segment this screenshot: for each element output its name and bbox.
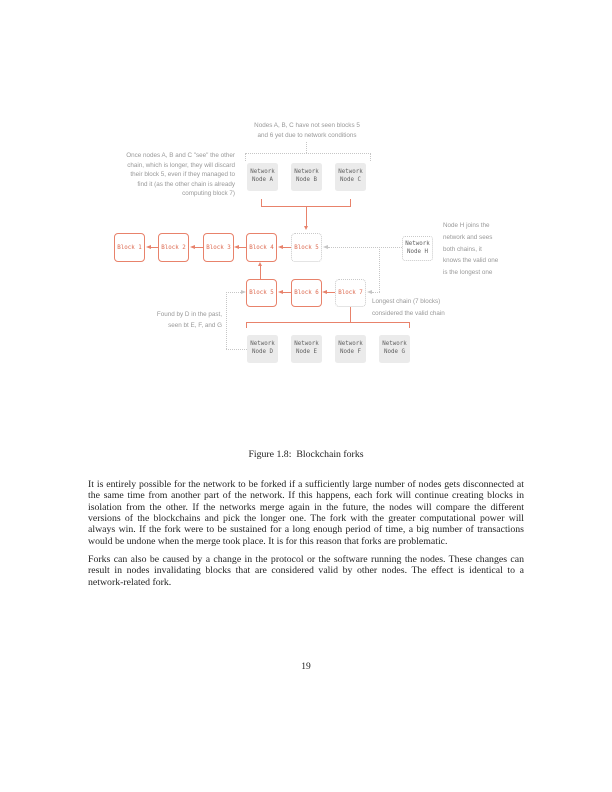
figure-caption: Figure 1.8: Blockchain forks — [248, 449, 364, 460]
annotation-longest-chain-line: Longest chain (7 blocks) — [372, 298, 441, 305]
fork-block-7: Block 7 — [335, 279, 366, 307]
annotation-node-h-line: is the longest one — [443, 269, 493, 277]
block-4: Block 4 — [246, 233, 277, 262]
network-node-f: Network Node F — [335, 335, 366, 363]
chain-connector — [195, 247, 203, 248]
annotation-node-h-line: network and sees — [443, 233, 493, 241]
block-2: Block 2 — [158, 233, 189, 262]
body-paragraph-2: Forks can also be caused by a change in the protocol or the software running the nodes. These changes can result in nodes invalidating blocks that are considered valid by other nodes. The effect is identical to a network-related fork. — [88, 554, 524, 588]
annotation-found — [118, 310, 222, 331]
page-number: 19 — [301, 662, 311, 672]
dotted-arrow-right-icon — [241, 290, 246, 294]
chain-connector — [327, 292, 335, 293]
block-1: Block 1 — [114, 233, 145, 262]
annotation-top-line: Nodes A, B, C have not seen blocks 5 — [254, 122, 360, 129]
dotted-connector — [379, 247, 380, 292]
network-node-d: Network Node D — [247, 335, 278, 363]
annotation-left-line: Once nodes A, B and C "see" the other — [126, 152, 235, 159]
chain-connector — [239, 247, 246, 248]
body-paragraph-1: It is entirely possible for the network to be forked if a sufficiently large number of nodes gets disconnected at the same time from another part of the network. If this happens, each fork will continue creating blocks in isolation from the other. If the networks merge again in the future, the nodes will compare the different versions of the blockchains and pick the longer one. The fork with the greater computational power will always win. If the fork were to be sustained for a long enough period of time, a big number of transactions would be undone when the merge took place. It is for this reason that forks are problematic. — [88, 479, 524, 547]
annotation-top-line: and 6 yet due to network conditions — [257, 131, 357, 139]
dotted-connector — [372, 292, 380, 293]
chain-connector — [151, 247, 158, 248]
dotted-connector — [226, 292, 241, 293]
annotation-left-line: chain, which is longer, they will discard — [127, 161, 235, 169]
fork-block-6: Block 6 — [291, 279, 322, 307]
annotation-node-h-line: both chains, it — [443, 245, 482, 253]
bracket-stem — [306, 206, 307, 226]
network-node-b: Network Node B — [291, 163, 322, 191]
body-text — [88, 479, 524, 588]
annotation-left-line: their block 5, even if they managed to — [130, 171, 235, 179]
dotted-connector — [306, 142, 307, 153]
network-node-c: Network Node C — [335, 163, 366, 191]
arrow-down-icon — [304, 226, 308, 230]
network-node-h: Network Node H — [402, 236, 433, 261]
block-3: Block 3 — [203, 233, 234, 262]
annotation-found-line: Found by D in the past, — [156, 311, 222, 318]
annotation-node-h-line: Node H joins the — [443, 222, 490, 229]
network-node-g: Network Node G — [379, 335, 410, 363]
annotation-node-h — [443, 220, 518, 279]
fork-block-5: Block 5 — [246, 279, 277, 307]
annotation-left-line: computing block 7) — [182, 190, 235, 198]
dotted-group-outline — [245, 153, 371, 161]
network-node-e: Network Node E — [291, 335, 322, 363]
dotted-connector — [226, 349, 247, 350]
chain-connector — [283, 247, 291, 248]
bracket-bottom — [246, 322, 410, 328]
annotation-found-line: seen bt E, F, and G — [168, 321, 222, 329]
annotation-left-line: find it (as the other chain is already — [137, 180, 235, 188]
annotation-node-h-line: knows the valid one — [443, 257, 499, 265]
annotation-top — [227, 121, 387, 140]
network-node-a: Network Node A — [247, 163, 278, 191]
fork-connector — [260, 266, 261, 279]
dotted-connector — [328, 247, 402, 248]
bracket-stem — [350, 307, 351, 322]
annotation-left — [98, 151, 235, 199]
block-5-main: Block 5 — [291, 233, 322, 262]
annotation-longest-chain — [372, 296, 472, 319]
dotted-connector — [226, 292, 227, 349]
annotation-longest-chain-line: considered the valid chain — [372, 309, 445, 317]
chain-connector — [283, 292, 291, 293]
